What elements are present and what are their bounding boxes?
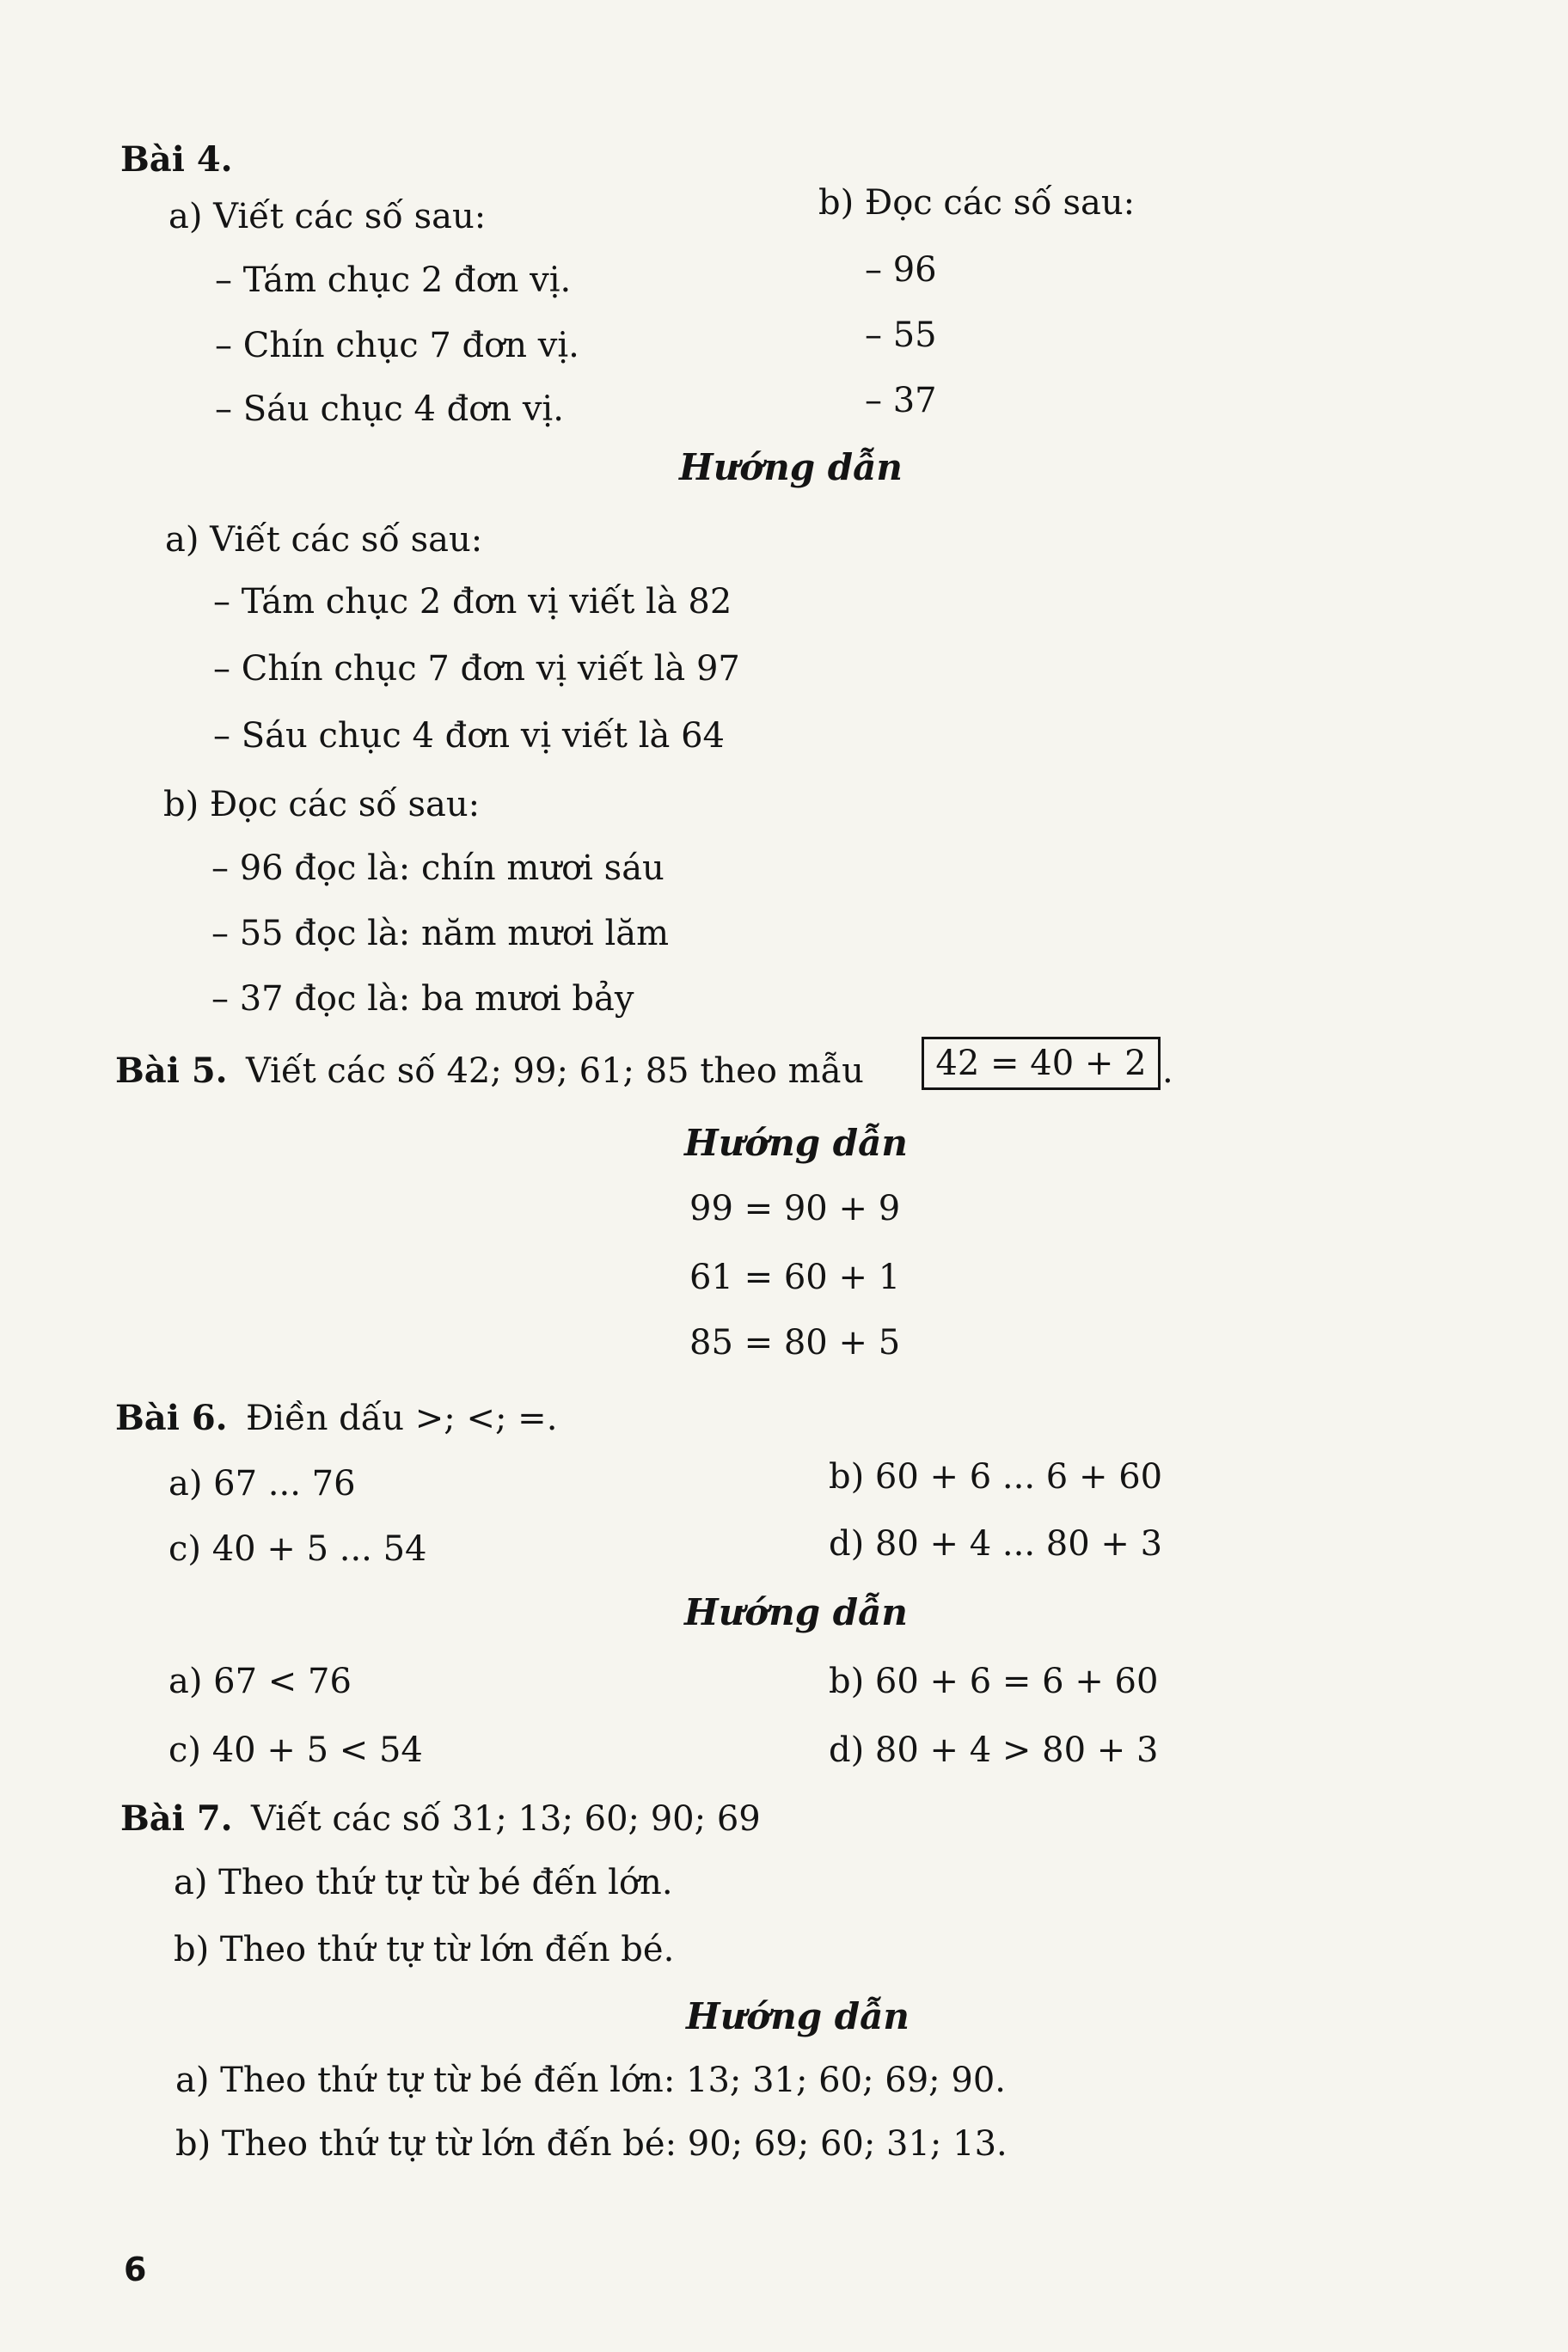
bai4-guide-a-item: – Chín chục 7 đơn vị viết là 97 [213,649,740,689]
bai4-guide-b-item: – 96 đọc là: chín mươi sáu [211,848,665,888]
bai4-guide-b-prompt: b) Đọc các số sau: [163,785,481,824]
bai4-guide-a-prompt: a) Viết các số sau: [165,520,483,560]
bai7-ans-b: b) Theo thứ tự từ lớn đến bé: 90; 69; 60; 31; 13. [175,2124,1008,2164]
bai6-ans-a: a) 67 < 76 [168,1662,352,1701]
bai7-a: a) Theo thứ tự từ bé đến lớn. [174,1863,673,1902]
bai4-title: Bài 4. [120,139,233,180]
bai4-guide-title: Hướng dẫn [679,446,903,488]
bai6-d: d) 80 + 4 ... 80 + 3 [829,1524,1163,1564]
bai6-guide-title: Hướng dẫn [684,1591,908,1633]
bai4-b-item: – 37 [865,381,937,420]
bai6-text: Điền dấu >; <; =. [246,1399,558,1438]
bai6-ans-d: d) 80 + 4 > 80 + 3 [829,1730,1159,1770]
sample-box: 42 = 40 + 2 [922,1037,1161,1090]
bai6-ans-b: b) 60 + 6 = 6 + 60 [829,1662,1159,1701]
bai7-text: Viết các số 31; 13; 60; 90; 69 [251,1799,761,1839]
page-number: 6 [124,2251,147,2288]
bai7-b: b) Theo thứ tự từ lớn đến bé. [174,1930,675,1969]
bai4-a-item: – Tám chục 2 đơn vị. [215,260,572,300]
bai4-a-item: – Sáu chục 4 đơn vị. [215,389,564,429]
bai4-b-item: – 55 [865,315,937,355]
bai5-text: Viết các số 42; 99; 61; 85 theo mẫu [246,1051,864,1091]
bai4-guide-a-item: – Tám chục 2 đơn vị viết là 82 [213,582,732,622]
bai4-b-item: – 96 [865,250,937,290]
bai6-b: b) 60 + 6 ... 6 + 60 [829,1457,1163,1497]
bai4-guide-b-item: – 55 đọc là: năm mươi lăm [211,914,670,953]
bai7-ans-a: a) Theo thứ tự từ bé đến lớn: 13; 31; 60; 69; 90. [175,2061,1006,2100]
bai5-answer: 99 = 90 + 9 [689,1189,901,1228]
bai5-title: Bài 5. [115,1050,228,1091]
bai7-title: Bài 7. [120,1798,233,1839]
sample-period: . [1162,1051,1173,1091]
bai6-title: Bài 6. [115,1398,228,1438]
bai5-answer: 85 = 80 + 5 [689,1323,901,1363]
bai6-ans-c: c) 40 + 5 < 54 [168,1730,423,1770]
bai4-b-prompt: b) Đọc các số sau: [818,183,1136,223]
bai4-a-item: – Chín chục 7 đơn vị. [215,326,579,365]
bai5-answer: 61 = 60 + 1 [689,1258,901,1297]
bai7-guide-title: Hướng dẫn [686,1995,910,2037]
bai4-guide-b-item: – 37 đọc là: ba mươi bảy [211,979,634,1019]
bai4-guide-a-item: – Sáu chục 4 đơn vị viết là 64 [213,716,725,756]
bai6-a: a) 67 ... 76 [168,1464,356,1504]
bai5-guide-title: Hướng dẫn [684,1122,908,1164]
bai4-a-prompt: a) Viết các số sau: [168,197,487,236]
bai6-c: c) 40 + 5 ... 54 [168,1529,427,1569]
